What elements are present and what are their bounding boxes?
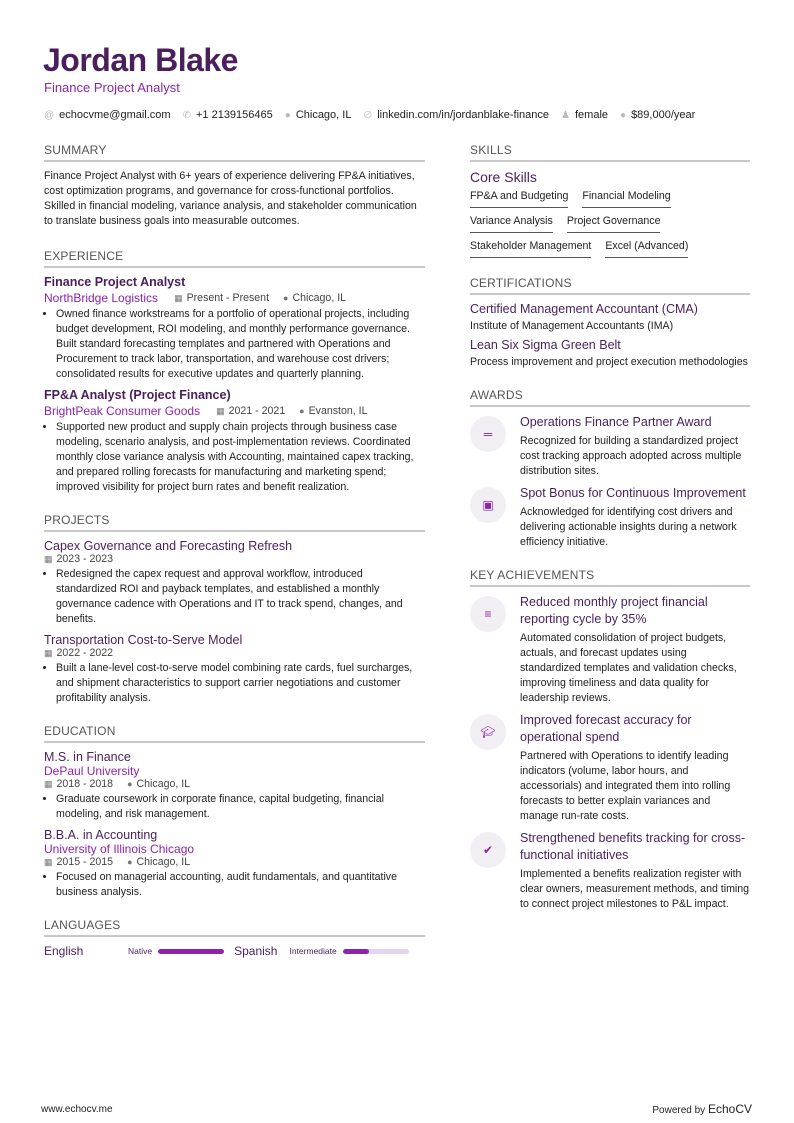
bullet: • Supported new product and supply chain projects through business case modeling, scenario analysis, and post-implementation reviews. Coordinated monthly close variance analysis with Accounting, maintained capex tracking, and prepared rolling forecasts for manufacturing and marketing spend; improved visibility for project burn rates and benefit realization. [56, 420, 425, 495]
experience-item [44, 275, 425, 382]
location-icon: ● [299, 406, 305, 416]
award-item [470, 485, 750, 550]
candidate-title: Finance Project Analyst [44, 80, 180, 95]
achievement-desc: Automated consolidation of project budgets, actuals, and forecast updates using standardized templates and validation checks, improving timeliness and data quality for leadership reviews. [520, 632, 737, 704]
certification-title: Lean Six Sigma Green Belt [470, 338, 621, 352]
language-name: Spanish [234, 944, 278, 958]
salary-text: $89,000/year [631, 109, 696, 121]
at-icon: @ [44, 110, 55, 121]
company: NorthBridge Logistics [44, 291, 159, 305]
project-title: Transportation Cost-to-Serve Model [44, 633, 243, 647]
location: Chicago, IL [136, 856, 191, 868]
award-desc: Acknowledged for identifying cost drivers and delivering actionable insights during a network efficiency initiative. [520, 506, 737, 548]
skills-heading: SKILLS [470, 143, 750, 162]
dates: 2021 - 2021 [228, 405, 286, 417]
award-desc: Recognized for building a standardized project cost tracking approach adopted across multiple distribution sites. [520, 435, 742, 477]
dates: 2022 - 2022 [56, 647, 114, 659]
contact-gender [561, 109, 608, 121]
language-bar [158, 949, 224, 954]
degree: M.S. in Finance [44, 750, 131, 764]
list-icon: ≡ [470, 596, 506, 632]
dollar-icon: ● [620, 110, 627, 121]
calendar-icon: ▦ [44, 779, 53, 789]
skills-group-title: Core Skills [470, 169, 537, 185]
person-icon: ♟ [561, 110, 570, 121]
certifications-heading: CERTIFICATIONS [470, 276, 750, 295]
dates: 2018 - 2018 [56, 778, 114, 790]
location-icon: ● [127, 857, 133, 867]
location-icon: ● [284, 110, 291, 121]
location: Evanston, IL [308, 405, 368, 417]
job-title: Finance Project Analyst [44, 275, 186, 289]
skill-chip: Variance Analysis [470, 212, 553, 233]
footer-site[interactable]: www.echocv.me [41, 1104, 113, 1115]
contact-location [285, 109, 352, 121]
calendar-icon: ▦ [44, 648, 53, 658]
achievement-item [470, 830, 750, 912]
achievement-title: Strengthened benefits tracking for cross-functional initiatives [520, 831, 746, 862]
language-bar-fill [343, 949, 369, 954]
education-item [44, 750, 425, 822]
skill-chip: FP&A and Budgeting [470, 187, 568, 208]
skill-chip: Excel (Advanced) [605, 237, 688, 258]
languages-row [44, 944, 425, 958]
language-name: English [44, 944, 84, 958]
languages-heading: LANGUAGES [44, 918, 425, 937]
achievement-item [470, 594, 750, 706]
language-level: Intermediate [289, 946, 337, 956]
achievement-desc: Partnered with Operations to identify leading indicators (volume, labor hours, and accessorials) and integrated them into rolling forecasts to better explain variances and manage run-rate costs. [520, 750, 731, 822]
bullet: • Graduate coursework in corporate finance, capital budgeting, financial modeling, and risk management. [56, 792, 425, 822]
money-icon: ▣ [470, 487, 506, 523]
powered-by-text: Powered by [652, 1105, 706, 1116]
bullet: • Redesigned the capex request and approval workflow, introduced standardized ROI and payback templates, and established a monthly governance cadence with Operations and IT to track spend, changes, and benefits. [56, 567, 425, 627]
school: University of Illinois Chicago [44, 842, 195, 856]
award-title: Operations Finance Partner Award [520, 415, 712, 429]
location-icon: ● [127, 779, 133, 789]
location-text: Chicago, IL [295, 109, 352, 121]
bullet: • Owned finance workstreams for a portfolio of operational projects, including budget development, ROI modeling, and monthly performance governance. Built standard forecasting templates and partnered with Operations and Procurement to track labor, transportation, and warehouse cost drivers; consolidated results for executive updates and quarterly planning. [56, 307, 425, 382]
phone-icon: ✆ [182, 110, 191, 121]
contact-email[interactable] [44, 109, 171, 121]
skills-list [470, 187, 750, 258]
bullet: • Built a lane-level cost-to-serve model combining rate cards, fuel surcharges, and shipment characteristics to support carrier negotiations and customer profitability analysis. [56, 661, 425, 706]
projects-heading: PROJECTS [44, 513, 425, 532]
achievement-title: Reduced monthly project financial reporting cycle by 35% [520, 595, 708, 626]
left-column [44, 143, 425, 958]
project-item [44, 633, 425, 706]
certification-desc: Institute of Management Accountants (IMA) [470, 320, 674, 332]
bullet: • Focused on managerial accounting, audit fundamentals, and quantitative business analysis. [56, 870, 425, 900]
achievement-title: Improved forecast accuracy for operational spend [520, 713, 692, 744]
job-title: FP&A Analyst (Project Finance) [44, 388, 231, 402]
summary-heading: SUMMARY [44, 143, 425, 162]
degree: B.B.A. in Accounting [44, 828, 158, 842]
dates: 2023 - 2023 [56, 553, 114, 565]
award-title: Spot Bonus for Continuous Improvement [520, 486, 746, 500]
experience-heading: EXPERIENCE [44, 249, 425, 268]
achievements-heading: KEY ACHIEVEMENTS [470, 568, 750, 587]
language-bar [343, 949, 409, 954]
language-level: Native [128, 946, 153, 956]
achievement-desc: Implemented a benefits realization register with clear owners, measurement methods, and timing to connect project milestones to P&L impact. [520, 868, 750, 910]
right-column [470, 143, 750, 918]
contact-phone[interactable] [183, 109, 273, 121]
contact-linkedin[interactable] [363, 109, 549, 121]
project-title: Capex Governance and Forecasting Refresh [44, 539, 293, 553]
awards-heading: AWARDS [470, 388, 750, 407]
award-item [470, 414, 750, 479]
graduation-cap-icon: 🎓︎ [470, 714, 506, 750]
experience-item [44, 388, 425, 495]
skill-chip: Financial Modeling [582, 187, 670, 208]
brand-logo: EchoCV [707, 1102, 752, 1116]
achievement-item [470, 712, 750, 824]
calendar-icon: ▦ [174, 293, 183, 303]
contact-salary [620, 109, 695, 121]
location: Chicago, IL [136, 778, 191, 790]
certification-desc: Process improvement and project execution methodologies [470, 356, 748, 368]
candidate-name: Jordan Blake [43, 42, 238, 78]
company: BrightPeak Consumer Goods [44, 404, 201, 418]
project-item [44, 539, 425, 627]
summary-text: Finance Project Analyst with 6+ years of experience delivering FP&A initiatives, cost optimization programs, and governance for cross-functional portfolios. Skilled in financial modeling, variance analysis, and stakeholder communication to translate business goals into measurable outcomes. [44, 170, 417, 227]
email-text: echocvme@gmail.com [59, 109, 171, 121]
skill-chip: Project Governance [567, 212, 661, 233]
education-item [44, 828, 425, 900]
linkedin-text: linkedin.com/in/jordanblake-finance [377, 109, 550, 121]
calendar-icon: ▦ [216, 406, 225, 416]
check-badge-icon: ✔ [470, 832, 506, 868]
gender-text: female [574, 109, 609, 121]
calendar-icon: ▦ [44, 554, 53, 564]
education-heading: EDUCATION [44, 724, 425, 743]
phone-text: +1 2139156465 [195, 109, 273, 121]
language-bar-fill [158, 949, 224, 954]
lines-icon: ═ [470, 416, 506, 452]
location-icon: ● [283, 293, 289, 303]
school: DePaul University [44, 764, 140, 778]
certification-title: Certified Management Accountant (CMA) [470, 302, 698, 316]
dates: 2015 - 2015 [56, 856, 114, 868]
calendar-icon: ▦ [44, 857, 53, 867]
dates: Present - Present [186, 292, 270, 304]
contact-bar [44, 109, 695, 121]
skill-chip: Stakeholder Management [470, 237, 591, 258]
link-icon: ∅ [363, 110, 373, 121]
location: Chicago, IL [292, 292, 347, 304]
footer-powered [652, 1102, 752, 1116]
